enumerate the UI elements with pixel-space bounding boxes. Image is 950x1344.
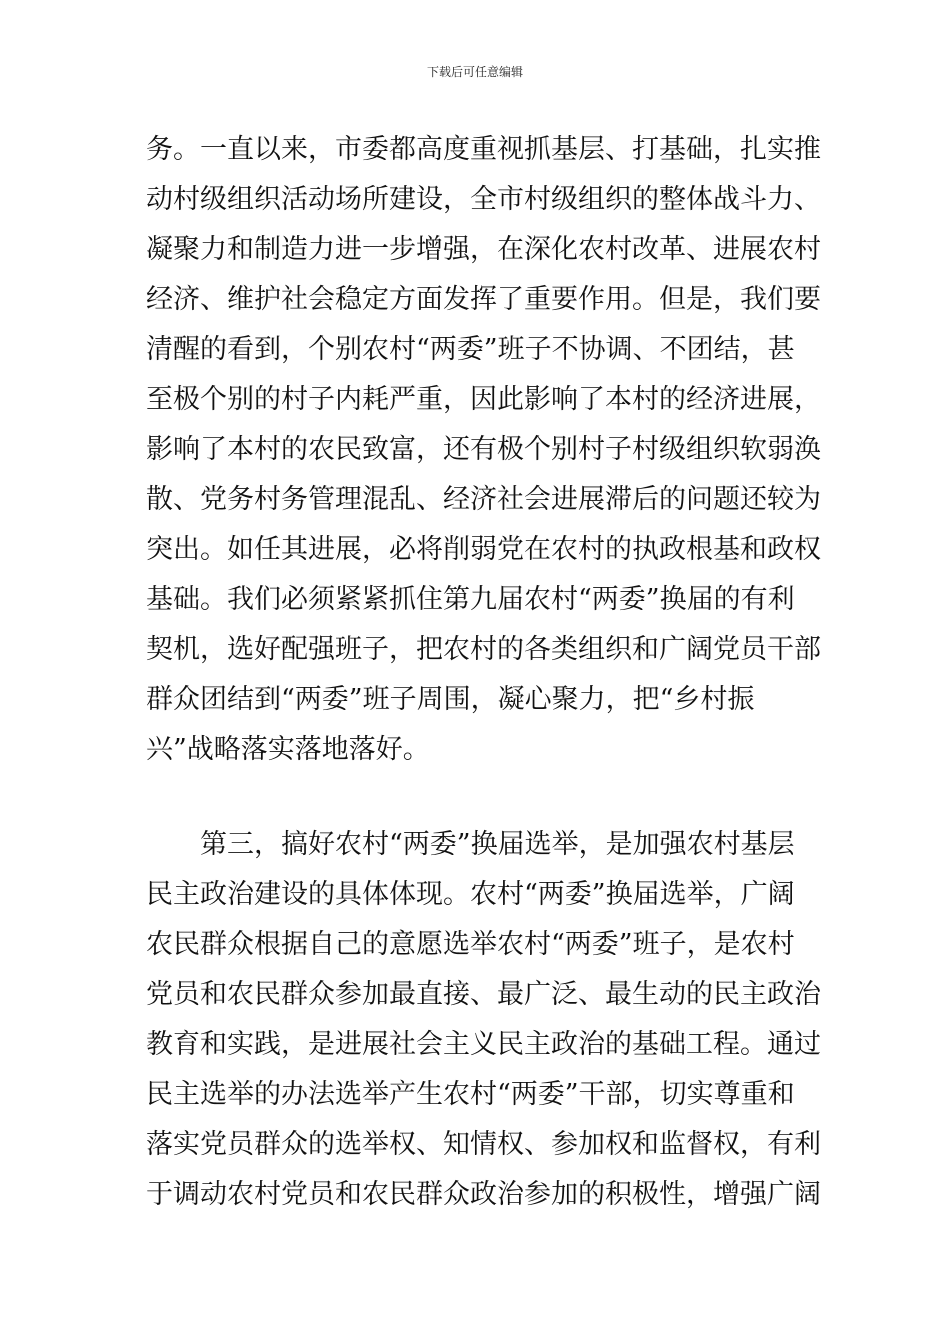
page-header: 下载后可任意编辑 <box>426 65 523 79</box>
text-line: 民主选举的办法选举产生农村“两委”干部，切实尊重和 <box>146 1079 795 1110</box>
text-line: 经济、维护社会稳定方面发挥了重要作用。但是，我们要 <box>146 284 821 315</box>
text-line: 至极个别的村子内耗严重，因此影响了本村的经济进展， <box>146 384 821 415</box>
text-line: 农民群众根据自己的意愿选举农村“两委”班子，是农村 <box>146 929 795 960</box>
text-line: 民主政治建设的具体体现。农村“两委”换届选举，广阔 <box>146 879 795 910</box>
text-line: 党员和农民群众参加最直接、最广泛、最生动的民主政治 <box>146 979 821 1010</box>
text-line: 于调动农村党员和农民群众政治参加的积极性，增强广阔 <box>146 1179 821 1210</box>
text-line: 教育和实践，是进展社会主义民主政治的基础工程。通过 <box>146 1029 821 1060</box>
text-line: 动村级组织活动场所建设，全市村级组织的整体战斗力、 <box>146 184 821 215</box>
text-line: 务。一直以来，市委都高度重视抓基层、打基础，扎实推 <box>146 134 821 165</box>
text-line: 凝聚力和制造力进一步增强，在深化农村改革、进展农村 <box>146 234 821 265</box>
text-line: 基础。我们必须紧紧抓住第九届农村“两委”换届的有利 <box>146 584 795 615</box>
text-line: 影响了本村的农民致富，还有极个别村子村级组织软弱涣 <box>146 434 821 465</box>
text-line: 突出。如任其进展，必将削弱党在农村的执政根基和政权 <box>146 534 821 565</box>
text-line: 散、党务村务管理混乱、经济社会进展滞后的问题还较为 <box>146 484 821 515</box>
text-line: 落实党员群众的选举权、知情权、参加权和监督权，有利 <box>146 1129 821 1160</box>
text-line: 契机，选好配强班子，把农村的各类组织和广阔党员干部 <box>146 634 821 665</box>
text-line: 兴”战略落实落地落好。 <box>146 734 430 765</box>
text-line: 清醒的看到，个别农村“两委”班子不协调、不团结，甚 <box>146 334 795 365</box>
text-line: 群众团结到“两委”班子周围，凝心聚力，把“乡村振 <box>146 684 755 715</box>
text-line: 第三，搞好农村“两委”换届选举，是加强农村基层 <box>200 829 795 860</box>
